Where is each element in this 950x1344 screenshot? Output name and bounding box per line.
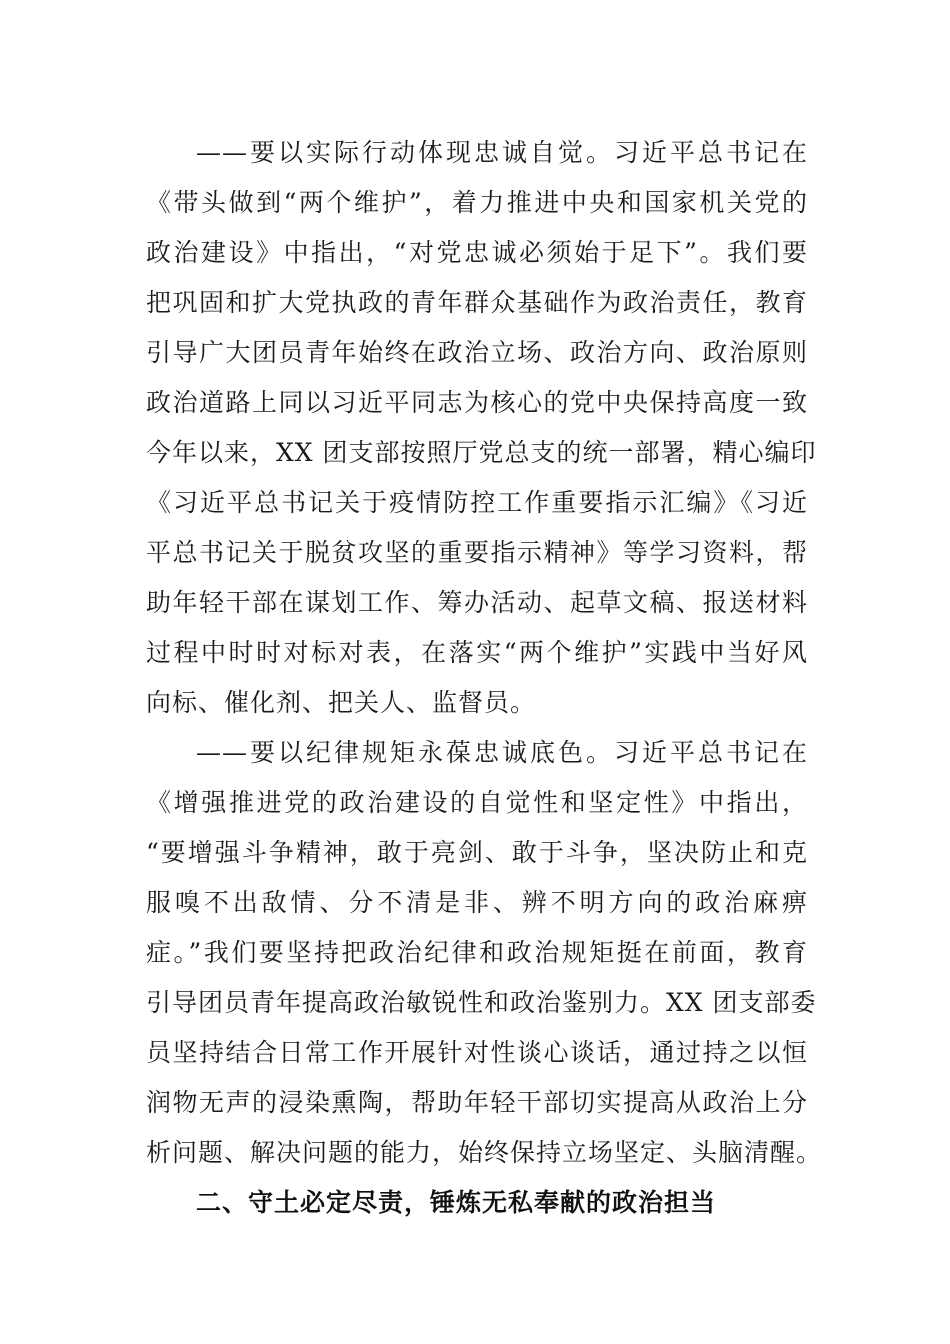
paragraph-2-line-3: “要增强斗争精神，敢于亮剑、敢于斗争，坚决防止和克	[146, 838, 808, 867]
paragraph-1-line-12: 向标、催化剂、把关人、监督员。	[146, 688, 537, 717]
paragraph-1-line-5: 引导广大团员青年始终在政治立场、政治方向、政治原则	[146, 338, 808, 367]
paragraph-2-line-6: 引导团员青年提高政治敏锐性和政治鉴别力。XX 团支部委	[146, 988, 817, 1017]
paragraph-2-line-7: 员坚持结合日常工作开展针对性谈心谈话，通过持之以恒	[146, 1038, 808, 1067]
paragraph-1-line-8: 《习近平总书记关于疫情防控工作重要指示汇编》《习近	[146, 488, 808, 517]
paragraph-2-line-8: 润物无声的浸染熏陶，帮助年轻干部切实提高从政治上分	[146, 1088, 808, 1117]
paragraph-2-line-1: ——要以纪律规矩永葆忠诚底色。习近平总书记在	[196, 738, 808, 767]
paragraph-1-line-10: 助年轻干部在谋划工作、筹办活动、起草文稿、报送材料	[146, 588, 808, 617]
section-heading: 二、守土必定尽责，锤炼无私奉献的政治担当	[196, 1188, 717, 1217]
paragraph-1-line-11: 过程中时时对标对表，在落实“两个维护”实践中当好风	[146, 638, 808, 667]
paragraph-1-line-3: 政治建设》中指出，“对党忠诚必须始于足下”。我们要	[146, 238, 808, 267]
paragraph-1-line-1: ——要以实际行动体现忠诚自觉。习近平总书记在	[196, 138, 808, 167]
paragraph-2-line-5: 症。”我们要坚持把政治纪律和政治规矩挺在前面，教育	[146, 938, 808, 967]
paragraph-1-line-2: 《带头做到“两个维护”，着力推进中央和国家机关党的	[146, 188, 808, 217]
paragraph-2-line-4: 服嗅不出敌情、分不清是非、辨不明方向的政治麻痹	[146, 888, 808, 917]
paragraph-1-line-9: 平总书记关于脱贫攻坚的重要指示精神》等学习资料，帮	[146, 538, 808, 567]
paragraph-1-line-7: 今年以来，XX 团支部按照厅党总支的统一部署，精心编印	[146, 438, 817, 467]
paragraph-1-line-4: 把巩固和扩大党执政的青年群众基础作为政治责任，教育	[146, 288, 808, 317]
paragraph-1-line-6: 政治道路上同以习近平同志为核心的党中央保持高度一致	[146, 388, 808, 417]
paragraph-2-line-9: 析问题、解决问题的能力，始终保持立场坚定、头脑清醒。	[146, 1138, 823, 1167]
paragraph-2-line-2: 《增强推进党的政治建设的自觉性和坚定性》中指出，	[146, 788, 808, 817]
